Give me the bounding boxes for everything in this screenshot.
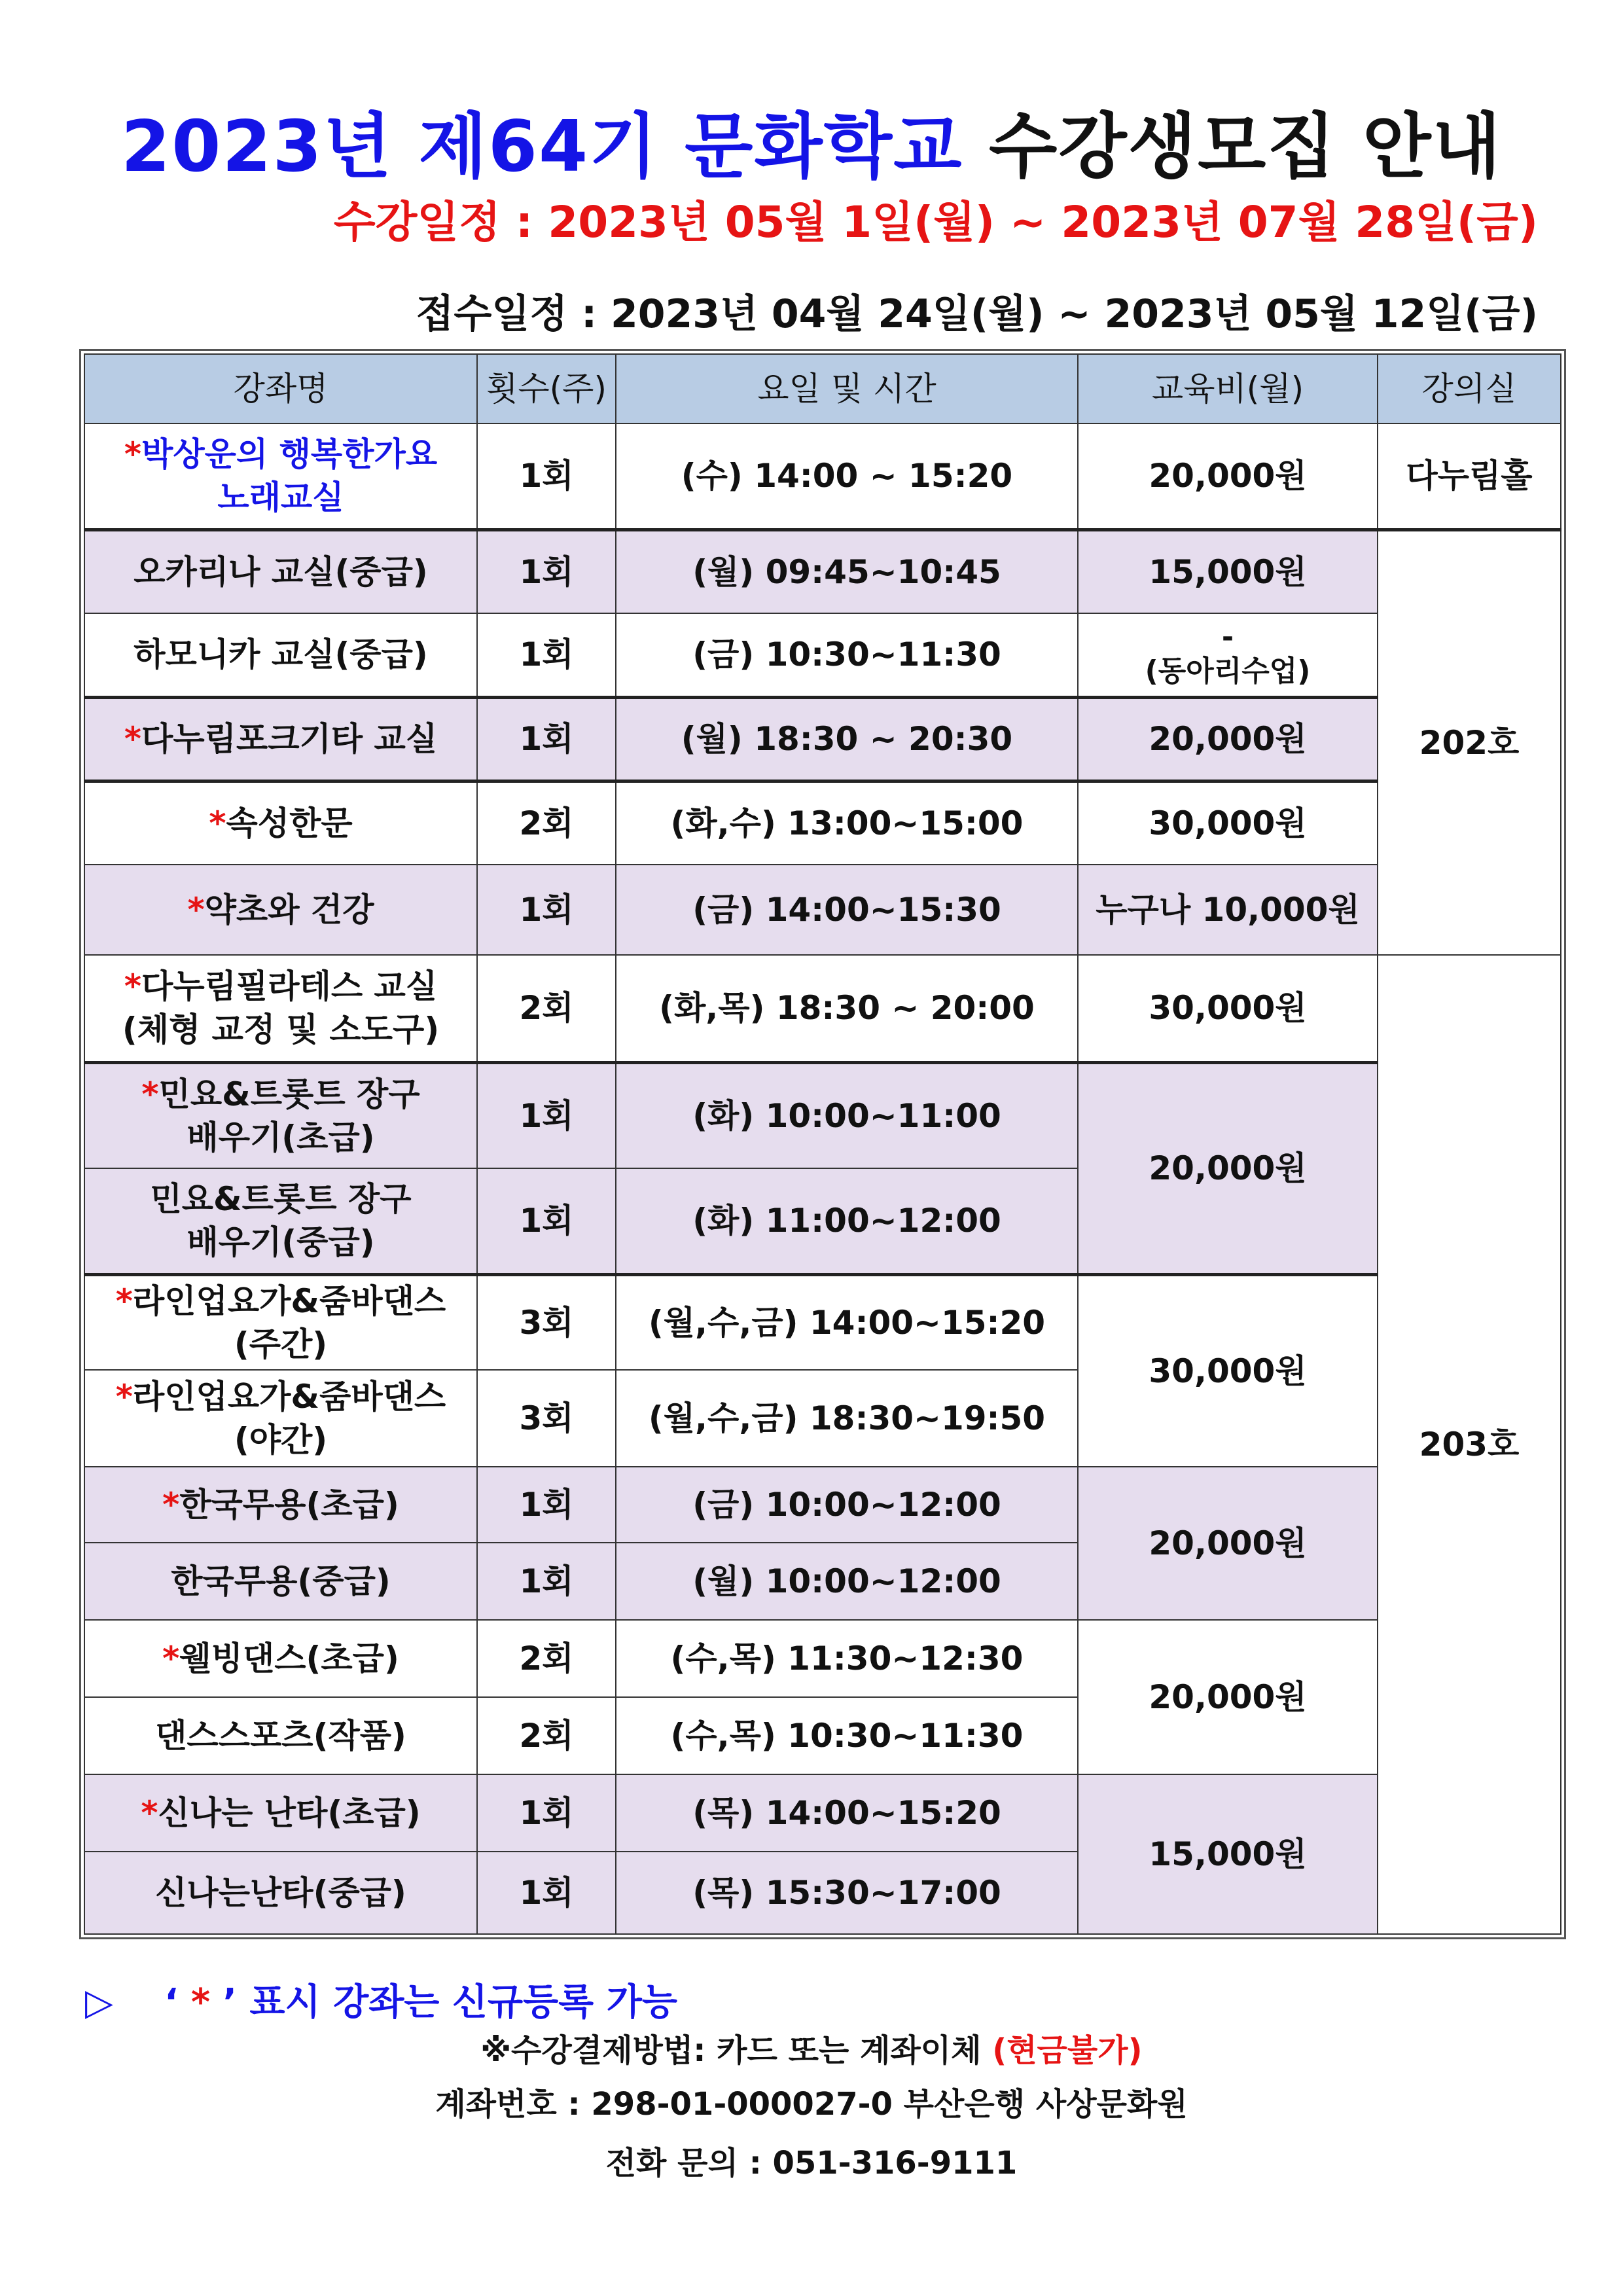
table-row bbox=[84, 529, 1561, 613]
course-name-cell: *다누림필라테스 교실 (체형 교정 및 소도구) bbox=[84, 955, 477, 1062]
count-cell: 2회 bbox=[477, 1697, 616, 1774]
time-cell: (월) 09:45~10:45 bbox=[616, 529, 1078, 613]
time-cell: (화) 10:00~11:00 bbox=[616, 1062, 1078, 1168]
room-cell: 203호 bbox=[1378, 955, 1561, 1934]
count-cell: 3회 bbox=[477, 1370, 616, 1467]
header-room: 강의실 bbox=[1378, 354, 1561, 423]
count-cell: 1회 bbox=[477, 1062, 616, 1168]
fee-cell: 15,000원 bbox=[1078, 529, 1378, 613]
course-name-cell: *라인업요가&줌바댄스 (야간) bbox=[84, 1370, 477, 1467]
time-cell: (금) 10:00~12:00 bbox=[616, 1467, 1078, 1543]
table-row bbox=[84, 865, 1561, 955]
course-schedule: 수강일정 : 2023년 05월 1일(월) ~ 2023년 07월 28일(금) bbox=[333, 197, 1538, 247]
course-name-cell: *웰빙댄스(초급) bbox=[84, 1620, 477, 1697]
fee-cell: 20,000원 bbox=[1078, 423, 1378, 529]
header-fee: 교육비(월) bbox=[1078, 354, 1378, 423]
arrow-icon: ▷ bbox=[85, 1981, 114, 2024]
count-cell: 1회 bbox=[477, 1543, 616, 1620]
time-cell: (금) 14:00~15:30 bbox=[616, 865, 1078, 955]
header-count: 횟수(주) bbox=[477, 354, 616, 423]
table-row bbox=[84, 1467, 1561, 1543]
course-name-cell: *다누림포크기타 교실 bbox=[84, 697, 477, 781]
count-cell: 1회 bbox=[477, 529, 616, 613]
table-row bbox=[84, 955, 1561, 1062]
count-cell: 1회 bbox=[477, 697, 616, 781]
course-name-cell: *한국무용(초급) bbox=[84, 1467, 477, 1543]
fee-cell: 20,000원 bbox=[1078, 1467, 1378, 1620]
fee-cell: - (동아리수업) bbox=[1078, 613, 1378, 697]
payment-note: ※수강결제방법: 카드 또는 계좌이체 (현금불가) bbox=[480, 2032, 1143, 2069]
count-cell: 2회 bbox=[477, 955, 616, 1062]
course-name-cell: 신나는난타(중급) bbox=[84, 1852, 477, 1934]
room-cell: 202호 bbox=[1378, 529, 1561, 955]
header-time: 요일 및 시간 bbox=[616, 354, 1078, 423]
count-cell: 1회 bbox=[477, 1168, 616, 1274]
time-cell: (목) 14:00~15:20 bbox=[616, 1774, 1078, 1852]
course-name-cell: *약초와 건강 bbox=[84, 865, 477, 955]
fee-cell: 30,000원 bbox=[1078, 1274, 1378, 1467]
table-row bbox=[84, 697, 1561, 781]
table-row bbox=[84, 613, 1561, 697]
course-name-cell: 오카리나 교실(중급) bbox=[84, 529, 477, 613]
phone-info: 전화 문의 : 051-316-9111 bbox=[605, 2145, 1018, 2181]
course-name-cell: 한국무용(중급) bbox=[84, 1543, 477, 1620]
time-cell: (목) 15:30~17:00 bbox=[616, 1852, 1078, 1934]
fee-cell: 30,000원 bbox=[1078, 781, 1378, 865]
course-name-cell: *민요&트롯트 장구 배우기(초급) bbox=[84, 1062, 477, 1168]
time-cell: (화) 11:00~12:00 bbox=[616, 1168, 1078, 1274]
account-info: 계좌번호 : 298-01-000027-0 부산은행 사상문화원 bbox=[435, 2086, 1188, 2123]
table-row bbox=[84, 1274, 1561, 1370]
count-cell: 1회 bbox=[477, 1467, 616, 1543]
course-name-cell: *라인업요가&줌바댄스 (주간) bbox=[84, 1274, 477, 1370]
page-title bbox=[0, 98, 1623, 196]
title-part1: 2023년 제64기 문화학교 bbox=[121, 106, 963, 188]
fee-cell: 20,000원 bbox=[1078, 1620, 1378, 1774]
course-name-cell: 댄스스포츠(작품) bbox=[84, 1697, 477, 1774]
fee-cell: 30,000원 bbox=[1078, 955, 1378, 1062]
table-row bbox=[84, 1620, 1561, 1697]
time-cell: (월) 10:00~12:00 bbox=[616, 1543, 1078, 1620]
title-part2: 수강생모집 안내 bbox=[989, 106, 1502, 188]
time-cell: (월,수,금) 14:00~15:20 bbox=[616, 1274, 1078, 1370]
table-header-row bbox=[84, 354, 1561, 423]
registration-schedule: 접수일정 : 2023년 04월 24일(월) ~ 2023년 05월 12일(금) bbox=[416, 291, 1538, 337]
table-row bbox=[84, 781, 1561, 865]
header-course-name: 강좌명 bbox=[84, 354, 477, 423]
count-cell: 1회 bbox=[477, 423, 616, 529]
count-cell: 1회 bbox=[477, 613, 616, 697]
fee-cell: 누구나 10,000원 bbox=[1078, 865, 1378, 955]
count-cell: 1회 bbox=[477, 1774, 616, 1852]
fee-cell: 15,000원 bbox=[1078, 1774, 1378, 1934]
course-name-cell: *속성한문 bbox=[84, 781, 477, 865]
time-cell: (수,목) 11:30~12:30 bbox=[616, 1620, 1078, 1697]
time-cell: (화,수) 13:00~15:00 bbox=[616, 781, 1078, 865]
count-cell: 2회 bbox=[477, 1620, 616, 1697]
table-row bbox=[84, 1062, 1561, 1168]
time-cell: (월) 18:30 ~ 20:30 bbox=[616, 697, 1078, 781]
course-name-cell: 민요&트롯트 장구 배우기(중급) bbox=[84, 1168, 477, 1274]
count-cell: 2회 bbox=[477, 781, 616, 865]
course-name-cell: 하모니카 교실(중급) bbox=[84, 613, 477, 697]
course-name-cell: *박상운의 행복한가요 노래교실 bbox=[84, 423, 477, 529]
count-cell: 3회 bbox=[477, 1274, 616, 1370]
table-row bbox=[84, 1774, 1561, 1852]
new-registration-note: ▷ ‘ * ’ 표시 강좌는 신규등록 가능 bbox=[85, 1981, 677, 2024]
room-cell: 다누림홀 bbox=[1378, 423, 1561, 529]
fee-cell: 20,000원 bbox=[1078, 1062, 1378, 1274]
course-name-cell: *신나는 난타(초급) bbox=[84, 1774, 477, 1852]
time-cell: (수) 14:00 ~ 15:20 bbox=[616, 423, 1078, 529]
course-table bbox=[84, 353, 1561, 1935]
count-cell: 1회 bbox=[477, 1852, 616, 1934]
fee-cell: 20,000원 bbox=[1078, 697, 1378, 781]
table-row bbox=[84, 423, 1561, 529]
time-cell: (화,목) 18:30 ~ 20:00 bbox=[616, 955, 1078, 1062]
time-cell: (수,목) 10:30~11:30 bbox=[616, 1697, 1078, 1774]
count-cell: 1회 bbox=[477, 865, 616, 955]
time-cell: (월,수,금) 18:30~19:50 bbox=[616, 1370, 1078, 1467]
time-cell: (금) 10:30~11:30 bbox=[616, 613, 1078, 697]
